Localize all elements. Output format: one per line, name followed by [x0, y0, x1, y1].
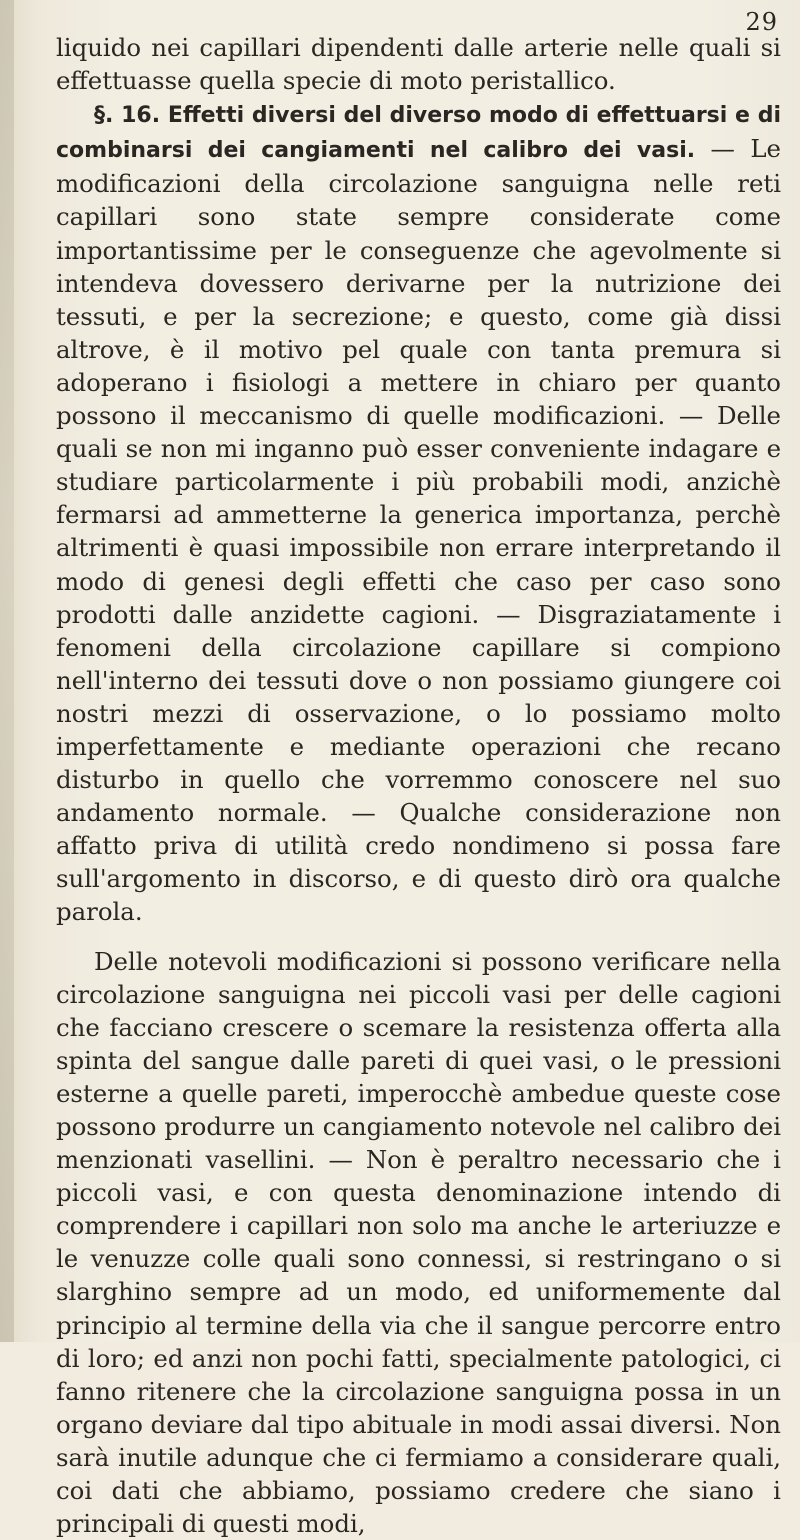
body-text [56, 31, 781, 1540]
section-number: §. 16. [94, 103, 168, 129]
section-paragraph [56, 97, 781, 928]
page-number: 29 [745, 8, 778, 36]
section-body: — Le modificazioni della circolazione sanguigna nelle reti capillari sono state sempre considerate come importantissime per le conseguenze che agevolmente si intendeva dovessero derivarne per la nutrizione dei tessuti, e per la secrezione; e questo, come già dissi altrove, è il motivo pel quale con tanta premura si adoperano i fisiologi a mettere in chiaro per quanto possono il meccanismo di quelle modificazioni. — Delle quali se non mi inganno può esser conveniente indagare e studiare particolarmente i più probabili modi, anzichè fermarsi ad ammetterne la generica importanza, perchè altrimenti è quasi impossibile non errare interpretando il modo di genesi degli effetti che caso per caso sono prodotti dalle anzidette cagioni. — Disgraziatamente i fenomeni della circolazione capillare si compiono nell'interno dei tessuti dove o non possiamo giungere coi nostri mezzi di osservazione, o lo possiamo molto imperfettamente e mediante operazioni che recano disturbo in quello che vorremmo conoscere nel suo andamento normale. — Qualche considerazione non affatto priva di utilità credo nondimeno si possa fare sull'argomento in discorso, e di questo dirò ora qualche parola. [56, 134, 781, 927]
page-binding-edge [0, 0, 14, 1342]
paragraph-gap [56, 929, 781, 945]
section-title: Effetti diversi del diverso modo di effettuarsi e di combinarsi dei cangiamenti nel calibro dei vasi. [56, 103, 781, 164]
paragraph: liquido nei capillari dipendenti dalle arterie nelle quali si effettuasse quella specie di moto peristallico. [56, 33, 781, 96]
paragraph: Delle notevoli modificazioni si possono verificare nella circolazione sanguigna nei piccoli vasi per delle cagioni che facciano crescere o scemare la resistenza offerta alla spinta del sangue dalle pareti di quei vasi, o le pressioni esterne a quelle pareti, imperocchè ambedue queste cose possono produrre un cangiamento notevole nel calibro dei menzionati vasellini. — Non è peraltro necessario che i piccoli vasi, e con questa denominazione intendo di comprendere i capillari non solo ma anche le arteriuzze e le venuzze colle quali sono connessi, si restringano o si slarghino sempre ad un modo, ed uniformemente dal principio al termine della via che il sangue percorre entro di loro; ed anzi non pochi fatti, specialmente patologici, ci fanno ritenere che la circolazione sanguigna possa in un organo deviare dal tipo abituale in modi assai diversi. Non sarà inutile adunque che ci fermiamo a considerare quali, coi dati che abbiamo, possiamo credere che siano i principali di questi modi, [56, 946, 781, 1539]
